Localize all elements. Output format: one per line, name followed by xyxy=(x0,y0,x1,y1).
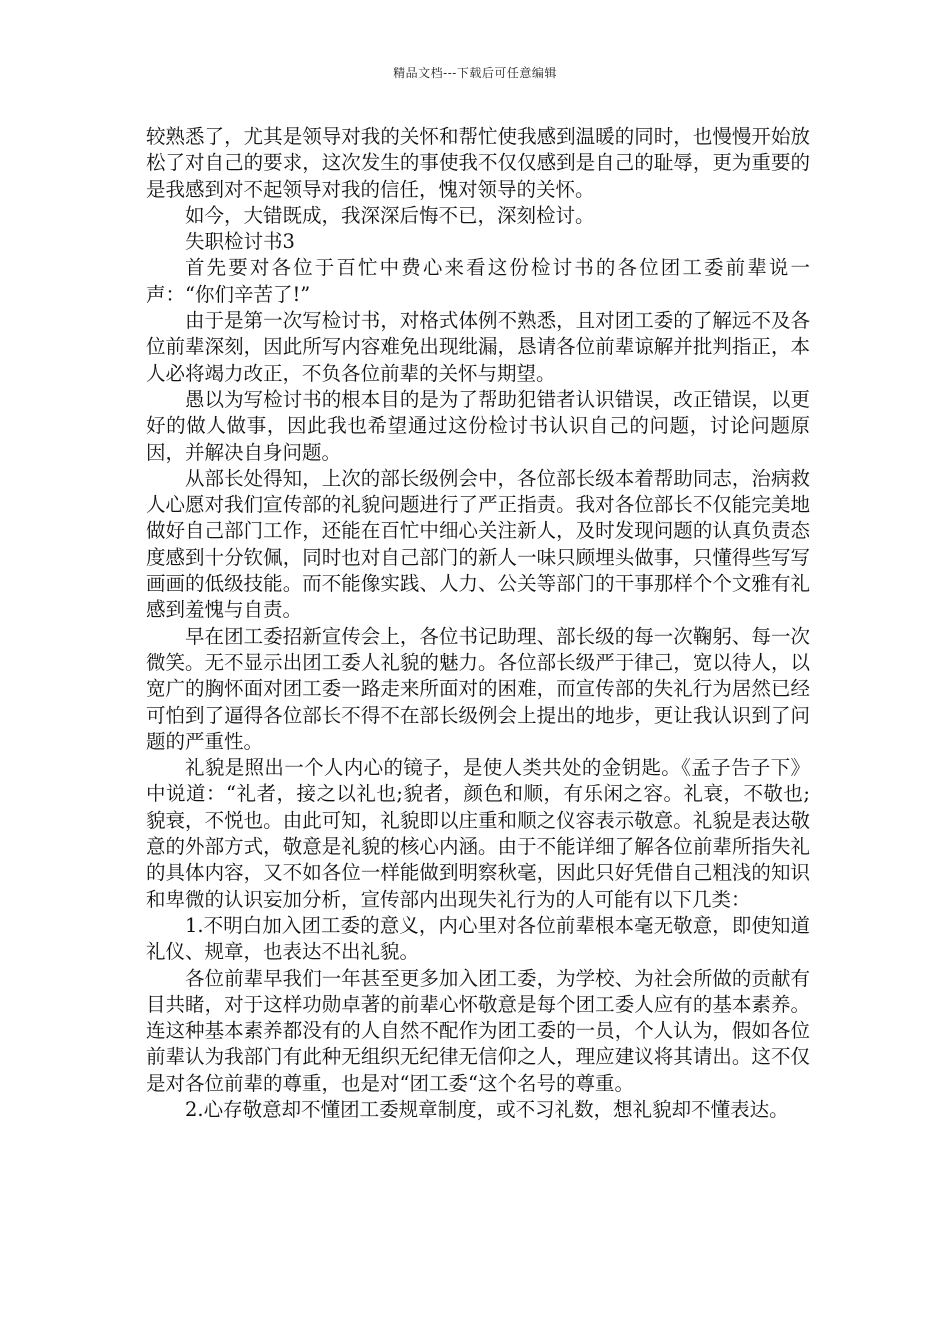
paragraph-recruitment: 早在团工委招新宣传会上，各位书记助理、部长级的每一次鞠躬、每一次微笑。无不显示出团工委人礼貌的魅力。各位部长级严于律己，宽以待人，以宽广的胸怀面对团工委一路走来所面对的困难，而宣传部的失礼行为居然已经可怕到了逼得各位部长不得不在部长级例会上提出的地步，更让我认识到了问题的严重性。 xyxy=(146,624,810,753)
paragraph-continuation: 较熟悉了，尤其是领导对我的关怀和帮忙使我感到温暖的同时，也慢慢开始放松了对自己的要求，这次发生的事使我不仅仅感到是自己的耻辱，更为重要的是我感到对不起领导对我的信任，愧对领导的关怀。 xyxy=(146,125,810,201)
paragraph-courtesy: 礼貌是照出一个人内心的镜子，是使人类共处的金钥匙。《孟子告子下》中说道：“礼者，接之以礼也;貌者，颜色和顺，有乐闲之容。礼衰，不敬也;貌衰，不悦也。由此可知，礼貌即以庄重和顺之仪容表示敬意。礼貌是表达敬意的外部方式，敬意是礼貌的核心内涵。由于不能详细了解各位前辈所指失礼的具体内容，又不如各位一样能做到明察秋毫，因此只好凭借自己粗浅的知识和卑微的认识妄加分析，宣传部内出现失礼行为的人可能有以下几类： xyxy=(146,756,810,911)
paragraph-meeting: 从部长处得知，上次的部长级例会中，各位部长级本着帮助同志，治病救人心愿对我们宣传部的礼貌问题进行了严正指责。我对各位部长不仅能完美地做好自己部门工作，还能在百忙中细心关注新人，及时发现问题的认真负责态度感到十分钦佩，同时也对自己部门的新人一味只顾埋头做事，只懂得些写写画画的低级技能。而不能像实践、人力、公关等部门的干事那样个个文雅有礼感到羞愧与自责。 xyxy=(146,466,810,622)
paragraph-purpose: 愚以为写检讨书的根本目的是为了帮助犯错者认识错误，改正错误，以更好的做人做事，因此我也希望通过这份检讨书认识自己的问题，讨论问题原因，并解决自身问题。 xyxy=(146,387,810,464)
list-item-2: 2.心存敬意却不懂团工委规章制度，或不习礼数，想礼貌却不懂表达。 xyxy=(185,1097,789,1121)
paragraph-respect: 各位前辈早我们一年甚至更多加入团工委，为学校、为社会所做的贡献有目共睹，对于这样功勋卓著的前辈心怀敬意是每个团工委人应有的基本素养。连这种基本素养都没有的人自然不配作为团工委的一员，个人认为，假如各位前辈认为我部门有此种无组织无纪律无信仰之人，理应建议将其请出。这不仅是对各位前辈的尊重，也是对“团工委“这个名号的尊重。 xyxy=(146,966,810,1095)
paragraph-first-time: 由于是第一次写检讨书，对格式体例不熟悉，且对团工委的了解远不及各位前辈深刻，因此所写内容难免出现纰漏，恳请各位前辈谅解并批判指正，本人必将竭力改正，不负各位前辈的关怀与期望。 xyxy=(146,309,810,385)
document-body xyxy=(146,124,810,1123)
paragraph-opening: 首先要对各位于百忙中费心来看这份检讨书的各位团工委前辈说一声：“你们辛苦了!” xyxy=(146,256,810,306)
page-header: 精品文档---下载后可任意编辑 xyxy=(393,66,557,80)
section-heading: 失职检讨书3 xyxy=(185,230,295,254)
list-item-1: 1.不明白加入团工委的意义，内心里对各位前辈根本毫无敬意，即使知道礼仪、规章，也表达不出礼貌。 xyxy=(146,913,810,964)
paragraph-regret: 如今，大错既成，我深深后悔不已，深刻检讨。 xyxy=(185,203,595,227)
